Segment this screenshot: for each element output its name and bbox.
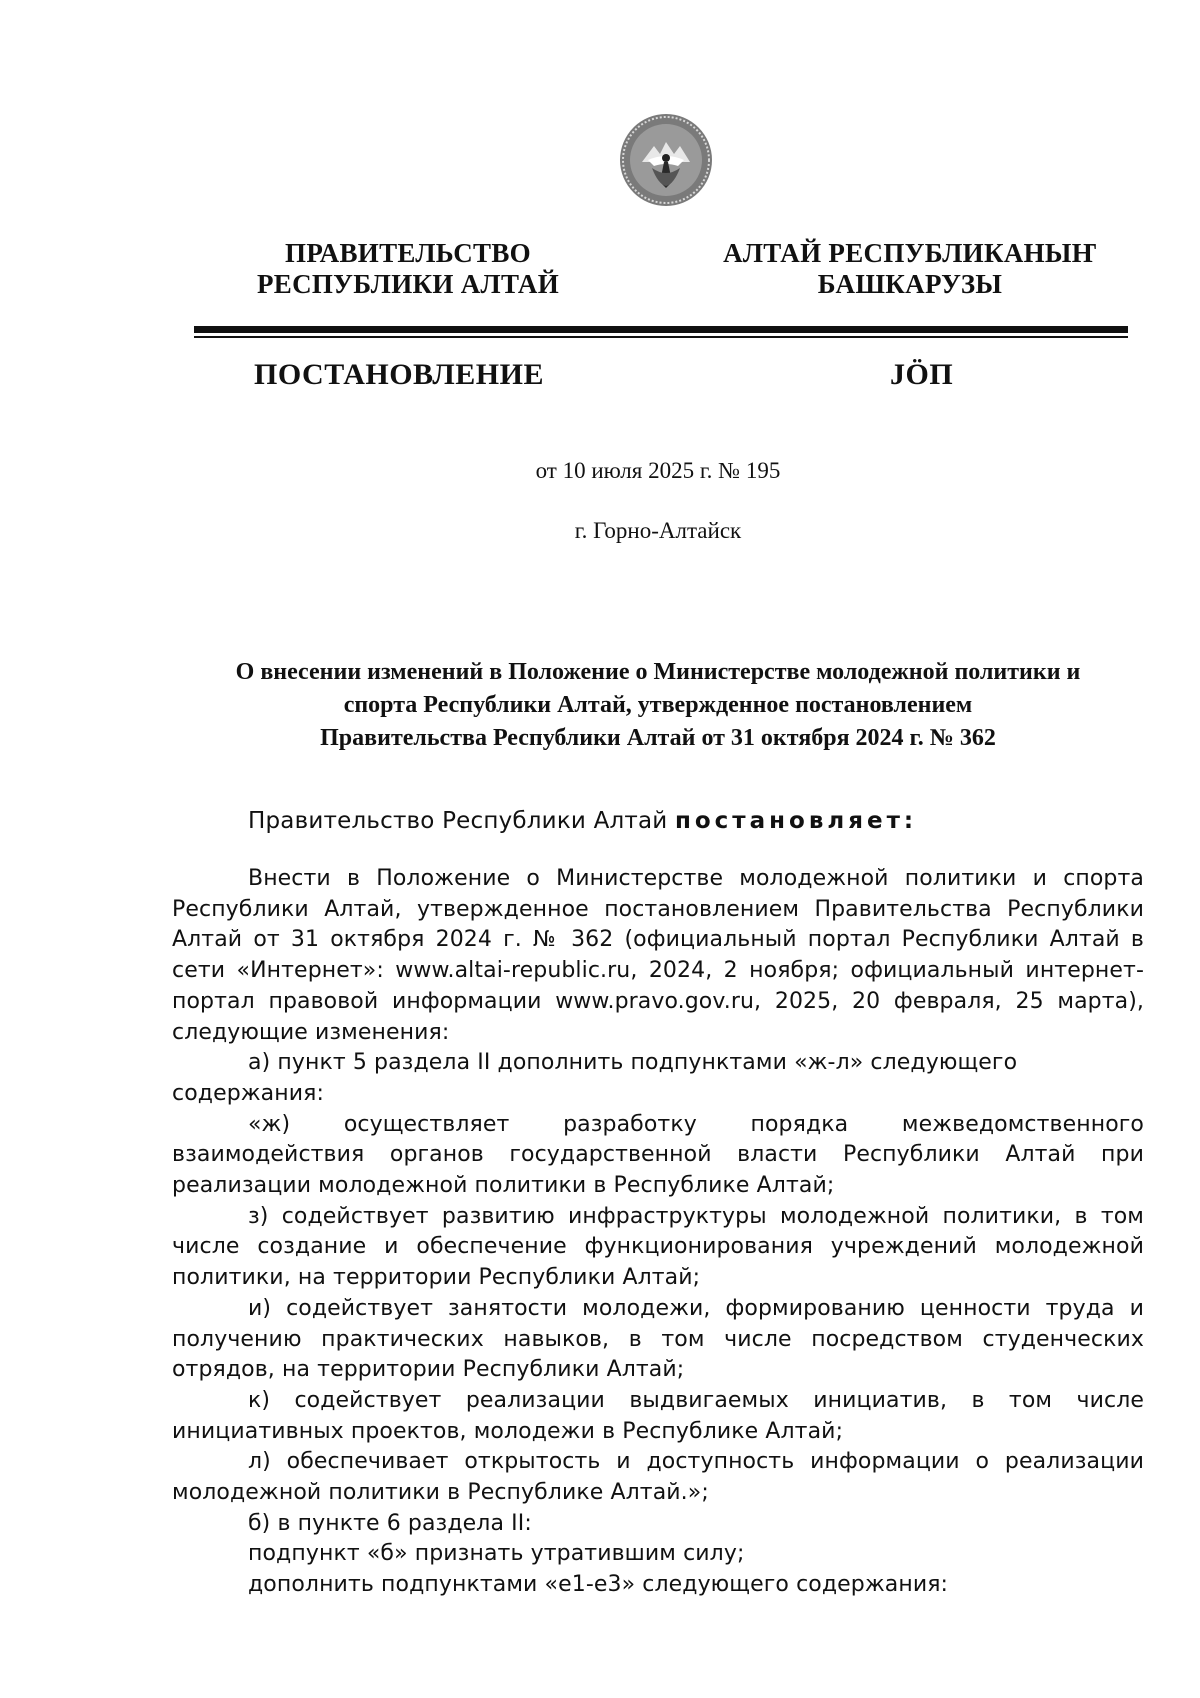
left-organization-name: ПРАВИТЕЛЬСТВО РЕСПУБЛИКИ АЛТАЙ (256, 238, 560, 299)
paragraph: б) в пункте 6 раздела II: (248, 1510, 532, 1536)
paragraph: и) содействует занятости молодежи, формированию ценности труда и получению практических навыков, в том числе посредством студенческих отрядов, на территории Республики Алтай; (172, 1295, 1144, 1383)
document-type-right: JӦП (890, 358, 954, 391)
document-date-number: от 10 июля 2025 г. № 195 (535, 458, 781, 483)
header-divider-thin (194, 336, 1128, 338)
paragraph: Внести в Положение о Министерстве молодежной политики и спорта Республики Алтай, утвержденное постановлением Правительства Республики Алтай от 31 октября 2024 г. № 362 (официальный портал Республики Алтай в сети «Интернет»: www.altai-republic.ru, 2024, 2 ноября; официальный интернет-портал правовой информации www.pravo.gov.ru, 2025, 20 февраля, 25 марта), следующие изменения: (172, 866, 1144, 1045)
header-divider-thick (194, 326, 1128, 333)
paragraph: л) обеспечивает открытость и доступность информации о реализации молодежной политики в Республике Алтай.»; (172, 1449, 1144, 1506)
decree-line: Правительство Республики Алтай постановляет: (248, 808, 918, 834)
paragraph: подпункт «б» признать утратившим силу; (248, 1541, 745, 1567)
paragraph: а) пункт 5 раздела II дополнить подпунктами «ж-л» следующего содержания: (172, 1050, 1018, 1106)
paragraph: к) содействует реализации выдвигаемых инициатив, в том числе инициативных проектов, молодежи в Республике Алтай; (172, 1387, 1144, 1444)
coat-of-arms-icon (618, 112, 714, 208)
paragraph: з) содействует развитию инфраструктуры молодежной политики, в том числе создание и обеспечение функционирования учреждений молодежной политики, на территории Республики Алтай; (172, 1203, 1144, 1291)
right-organization-name: АЛТАЙ РЕСПУБЛИКАНЫҤ БАШКАРУЗЫ (723, 238, 1097, 299)
document-city: г. Горно-Алтайск (574, 518, 742, 543)
paragraph: «ж) осуществляет разработку порядка межведомственного взаимодействия органов государственной власти Республики Алтай при реализации молодежной политики в Республике Алтай; (172, 1111, 1144, 1199)
document-type-left: ПОСТАНОВЛЕНИЕ (254, 358, 544, 391)
paragraph: дополнить подпунктами «е1-е3» следующего содержания: (248, 1572, 949, 1598)
document-title: О внесении изменений в Положение о Министерстве молодежной политики и спорта Республики Алтай, утвержденное постановлением Правительства Республики Алтай от 31 октября 2024 г. № 362 (235, 659, 1081, 751)
document-body (172, 864, 1144, 1601)
